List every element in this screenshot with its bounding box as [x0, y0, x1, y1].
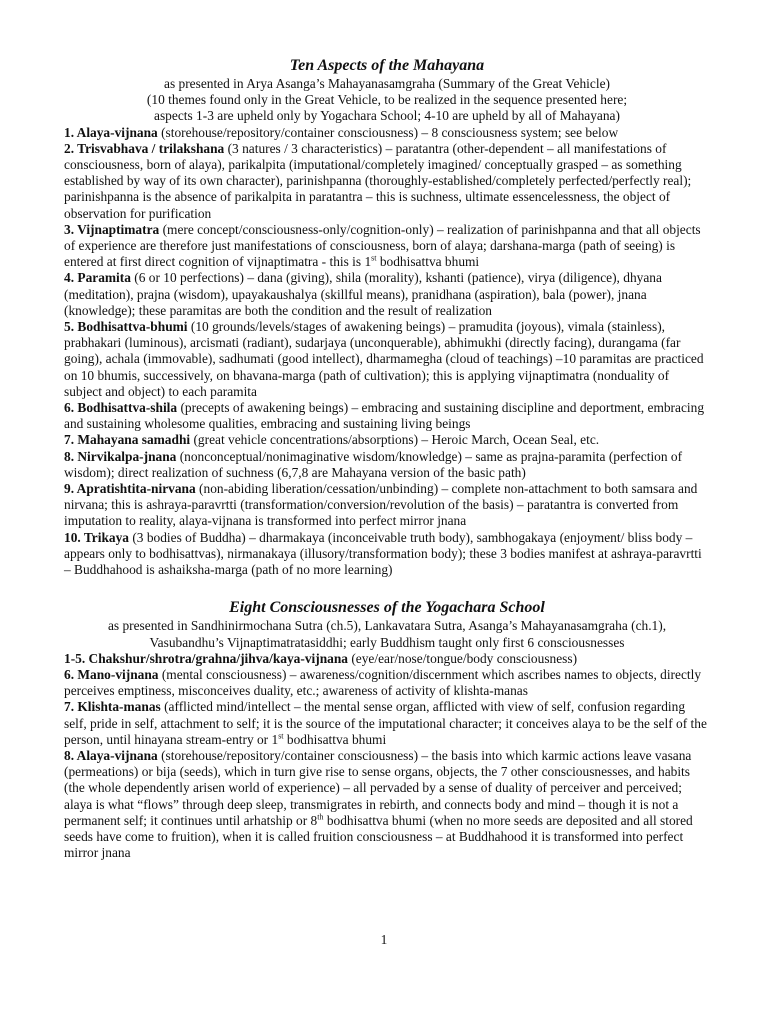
- item-text: (storehouse/repository/container consciousness) – 8 consciousness system; see below: [157, 124, 619, 140]
- item-text-after: bodhisattva bhumi (when no more seeds are deposited and all stored seeds have come to fruition), when it is called fruition consciousness – at Buddhahood it is transformed into perfect mirror jnana: [64, 812, 693, 861]
- aspect-item-mahayana-samadhi: [64, 432, 710, 448]
- ordinal-superscript: th: [317, 812, 324, 822]
- consciousness-item-mano-vijnana: [64, 667, 710, 699]
- item-term: 7. Mahayana samadhi: [64, 432, 191, 448]
- item-term: 7. Klishta-manas: [64, 699, 161, 715]
- item-text: (mere concept/consciousness-only/cognition-only) – realization of parinishpanna and that all objects of experience are therefore just manifestations of consciousness, born of alaya; darshana-marga (path of seeing) is entered at first direct cognition of vijnaptimatra - this is 1: [64, 221, 701, 270]
- item-text: (eye/ear/nose/tongue/body consciousness): [347, 650, 578, 666]
- item-term: 5. Bodhisattva-bhumi: [64, 319, 188, 335]
- item-term: 8. Nirvikalpa-jnana: [64, 448, 177, 464]
- item-text: (precepts of awakening beings) – embracing and sustaining discipline and deportment, embracing and sustaining wholesome qualities, embracing and sustaining living beings: [64, 400, 705, 432]
- item-text: (3 natures / 3 characteristics) – paratantra (other-dependent – all manifestations of consciousness, born of alaya), parikalpita (imputational/completely imagined/ conceptually grasped – as something established by way of its own character), parinishpanna (thoroughly-established/completely perfected/perfectly real); parinishpanna is the absence of parikalpita in paratantra – this is suchness, ultimate essencelessness, the object of observation for purification: [64, 140, 692, 221]
- item-term: 1-5. Chakshur/shrotra/grahna/jihva/kaya-vijnana: [64, 650, 348, 666]
- item-text: (mental consciousness) – awareness/cognition/discernment which ascribes names to objects, directly perceives emptiness, misconceives duality, etc.; awareness of activity of klishta-manas: [64, 666, 702, 699]
- aspect-item-paramita: [64, 270, 710, 319]
- item-term: 10. Trikaya: [64, 529, 129, 545]
- item-text-after: bodhisattva bhumi: [283, 731, 387, 747]
- item-text: (3 bodies of Buddha) – dharmakaya (inconceivable truth body), sambhogakaya (enjoyment/ bliss body – appears only to bodhisattvas), nirmanakaya (illusory/transformation body); these 3 bodies manifest at ashraya-paravrtti – Buddhahood is ashaiksha-marga (path of no more learning): [64, 529, 702, 578]
- item-term: 6. Bodhisattva-shila: [64, 400, 178, 416]
- item-text: (6 or 10 perfections) – dana (giving), shila (morality), kshanti (patience), virya (diligence), dhyana (meditation), prajna (wisdom), upayakaushalya (skillful means), pranidhana (aspiration), bala (power), jnana (knowledge); these paramitas are both the condition and the result of realization: [64, 270, 662, 318]
- subtitle-line: Vasubandhu’s Vijnaptimatratasiddhi; early Buddhism taught only first 6 consciousnesses: [149, 634, 625, 650]
- subtitle-line: as presented in Sandhinirmochana Sutra (ch.5), Lankavatara Sutra, Asanga’s Mahayanasamgraha (ch.1),: [107, 618, 667, 634]
- aspect-item-nirvikalpa-jnana: [64, 449, 710, 481]
- consciousness-item-alaya-vijnana: [64, 748, 710, 861]
- item-term: 6. Mano-vijnana: [64, 666, 159, 682]
- item-text: (afflicted mind/intellect – the mental sense organ, afflicted with view of self, confusion regarding self, pride in self, attachment to self; it is the source of the imputational character; it conceives alaya to be the self of the person, until hinayana stream-entry or 1: [64, 699, 707, 747]
- aspect-item-bodhisattva-bhumi: [64, 319, 710, 400]
- consciousness-item-sense: [64, 651, 710, 667]
- aspect-item-vijnaptimatra: [64, 222, 710, 271]
- document-page: [64, 56, 710, 861]
- aspect-item-trikaya: [64, 530, 710, 579]
- item-text: (non-abiding liberation/cessation/unbinding) – complete non-attachment to both samsara and nirvana; this is ashraya-paravrtti (transformation/conversion/revolution of the basis) – paratantra is converted from imputation to reality, alaya-vijnana is transformed into perfect mirror jnana: [64, 481, 698, 529]
- item-text: (nonconceptual/nonimaginative wisdom/knowledge) – same as prajna-paramita (perfection of wisdom); direct realization of suchness (6,7,8 are Mahayana version of the basic path): [64, 448, 683, 480]
- item-text: (storehouse/repository/container consciousness) – the basis into which karmic actions leave vasana (permeations) or bija (seeds), which in turn give rise to sense organs, objects, the 7 other consciousnesses, and habits (the whole dependently arisen world of experience) – all pervaded by a sense of duality of perceiver and perceived; alaya is what “flows” through deep sleep, transmigrates in rebirth, and connects body and mind – though it is not a permanent self; it continues until arhatship or 8: [64, 747, 692, 828]
- item-term: 1. Alaya-vijnana: [64, 124, 158, 140]
- subtitle-line: aspects 1-3 are upheld only by Yogachara School; 4-10 are upheld by all of Mahayana): [154, 108, 620, 124]
- aspect-item-apratishtita-nirvana: [64, 481, 710, 530]
- aspect-item-alaya-vijnana: [64, 125, 710, 141]
- aspect-item-bodhisattva-shila: [64, 400, 710, 432]
- item-term: 3. Vijnaptimatra: [64, 221, 160, 237]
- item-term: 2. Trisvabhava / trilakshana: [64, 140, 225, 156]
- item-text-after: bodhisattva bhumi: [376, 254, 480, 270]
- subtitle-line: as presented in Arya Asanga’s Mahayanasamgraha (Summary of the Great Vehicle): [164, 76, 610, 91]
- subtitle-line: (10 themes found only in the Great Vehicle, to be realized in the sequence presented here;: [146, 92, 628, 108]
- section-title-ten-aspects: Ten Aspects of the Mahayana: [289, 57, 485, 74]
- page-number: 1: [380, 932, 388, 947]
- consciousness-item-klishta-manas: [64, 699, 710, 748]
- aspect-item-trisvabhava: [64, 141, 710, 222]
- ordinal-superscript: st: [371, 253, 377, 263]
- section-title-eight-consciousnesses: Eight Consciousnesses of the Yogachara School: [229, 599, 545, 617]
- item-text: (10 grounds/levels/stages of awakening beings) – pramudita (joyous), vimala (stainless), prabhakari (luminous), arcismati (radiant), sudarjaya (unconquerable), abhimukhi (directly facing), durangama (far going), achala (immovable), sadhumati (good intellect), dharmamegha (cloud of teachings) –10 paramitas are practiced on 10 bhumis, successively, on bhavana-marga (path of cultivation); this is applying vijnaptimatra (nonduality of subject and object) to each paramita: [64, 319, 704, 399]
- item-term: 9. Apratishtita-nirvana: [64, 481, 196, 497]
- item-term: 4. Paramita: [64, 270, 131, 286]
- item-text: (great vehicle concentrations/absorptions) – Heroic March, Ocean Seal, etc.: [190, 432, 600, 448]
- ordinal-superscript: st: [278, 731, 284, 741]
- item-term: 8. Alaya-vijnana: [64, 747, 158, 763]
